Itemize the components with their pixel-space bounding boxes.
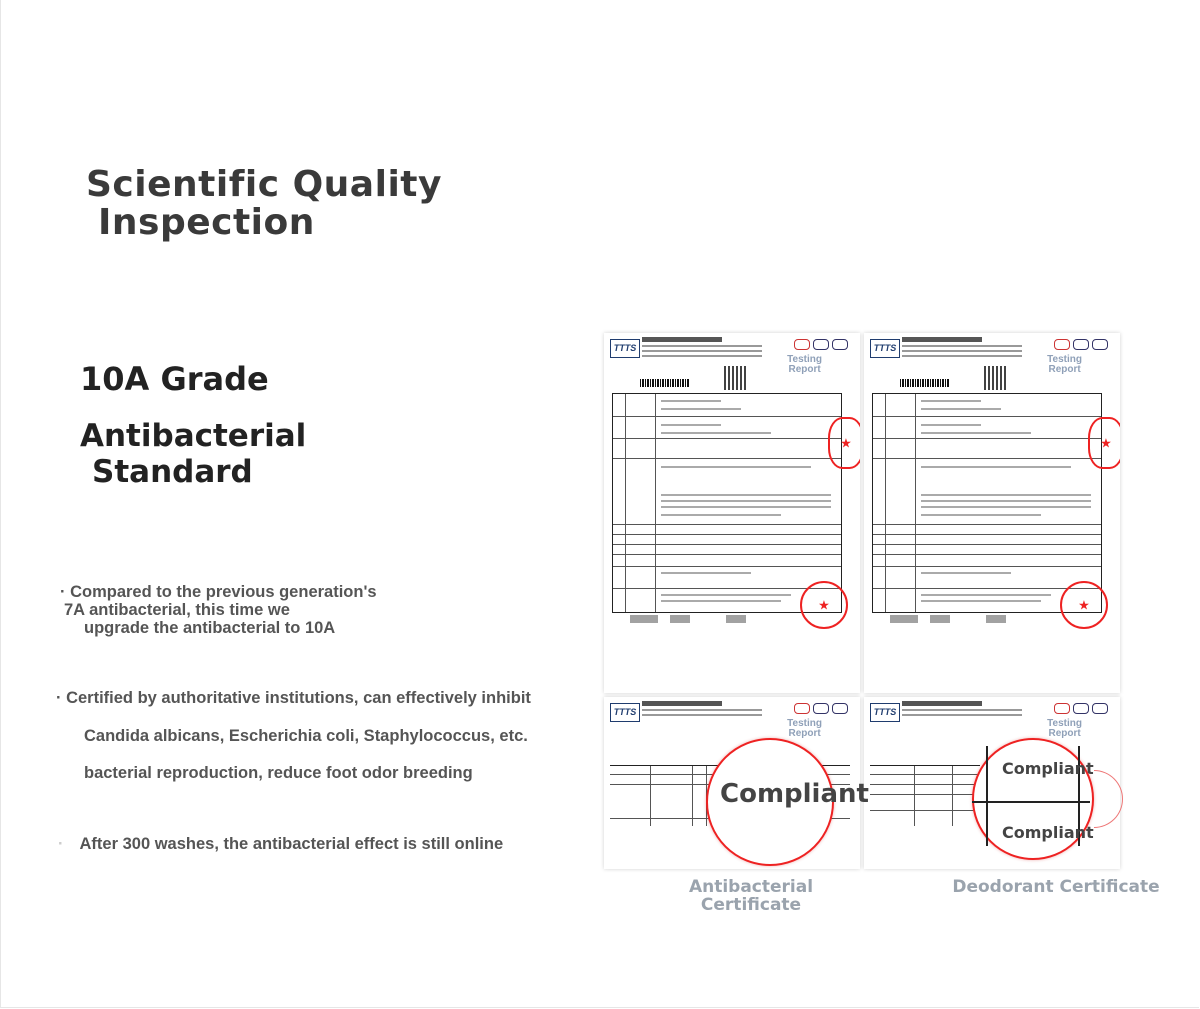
bullet-certified [56, 689, 531, 782]
result-table [870, 765, 980, 826]
star-icon: ★ [840, 435, 852, 451]
signatures [630, 615, 830, 623]
caption-line-1: Antibacterial [688, 877, 814, 897]
ttts-logo: TTTS [610, 339, 640, 358]
accreditation-logos [1054, 339, 1108, 350]
standard-line-1: Antibacterial [80, 418, 307, 454]
report-table [872, 393, 1102, 613]
ttts-logo: TTTS [870, 703, 900, 722]
compliant-label-deodorant-2: Compliant [1002, 823, 1094, 842]
compliant-label-deodorant-1: Compliant [1002, 759, 1094, 778]
bullet-2-line-1: · Certified by authoritative institutions, can effectively inhibit [56, 689, 531, 707]
caption-line-2: Certificate [700, 895, 802, 915]
barcode-icon [900, 379, 950, 387]
accreditation-logos [794, 703, 848, 714]
page-title [86, 166, 442, 242]
star-icon: ★ [818, 597, 830, 613]
qr-code-icon [724, 366, 748, 390]
report-word: Report [788, 364, 821, 375]
bullet-1-line-1: · Compared to the previous generation's [60, 583, 377, 601]
testing-word: Testing [1047, 354, 1082, 365]
accreditation-logos [794, 339, 848, 350]
bullet-1-line-3: upgrade the antibacterial to 10A [84, 619, 336, 637]
testing-word: Testing [1047, 718, 1082, 729]
bullet-3-line-1: After 300 washes, the antibacterial effect is still online [79, 835, 504, 853]
deodorant-certificate-caption: Deodorant Certificate [952, 877, 1160, 897]
compliant-label-antibacterial: Compliant [720, 779, 869, 809]
report-header-lines [642, 337, 762, 360]
grid-line [972, 801, 1090, 803]
testing-report-label [1047, 719, 1082, 739]
report-word: Report [1048, 364, 1081, 375]
star-icon: ★ [1078, 597, 1090, 613]
bullet-previous-generation [60, 583, 377, 637]
grade-heading: 10A Grade [80, 360, 269, 398]
report-table [612, 393, 842, 613]
bullet-2-line-3: bacterial reproduction, reduce foot odor breeding [84, 764, 473, 782]
title-line-1: Scientific Quality [86, 164, 442, 205]
star-icon: ★ [1100, 435, 1112, 451]
testing-report-label [787, 355, 822, 375]
title-line-2: Inspection [98, 202, 315, 243]
barcode-icon [640, 379, 690, 387]
ttts-logo: TTTS [610, 703, 640, 722]
standard-line-2: Standard [92, 454, 253, 490]
report-header-lines [902, 337, 1022, 360]
bullet-washes [58, 835, 503, 853]
testing-word: Testing [787, 354, 822, 365]
red-stamp [828, 417, 860, 469]
testing-report-label [1047, 355, 1082, 375]
ttts-logo: TTTS [870, 339, 900, 358]
red-stamp [1088, 417, 1120, 469]
signatures [890, 615, 1090, 623]
testing-report-1 [604, 333, 860, 693]
testing-word: Testing [787, 718, 822, 729]
report-word: Report [1048, 728, 1081, 739]
bullet-1-line-2: 7A antibacterial, this time we [64, 601, 290, 619]
antibacterial-certificate-caption [676, 878, 826, 914]
bullet-dot: · [58, 835, 64, 853]
accreditation-logos [1054, 703, 1108, 714]
report-header-lines [642, 701, 762, 719]
report-header-lines [902, 701, 1022, 719]
qr-code-icon [984, 366, 1008, 390]
testing-report-2 [864, 333, 1120, 693]
report-word: Report [788, 728, 821, 739]
bullet-2-line-2: Candida albicans, Escherichia coli, Staphylococcus, etc. [84, 727, 528, 745]
standard-heading [80, 418, 306, 490]
grid-line [986, 746, 988, 846]
testing-report-label [787, 719, 822, 739]
